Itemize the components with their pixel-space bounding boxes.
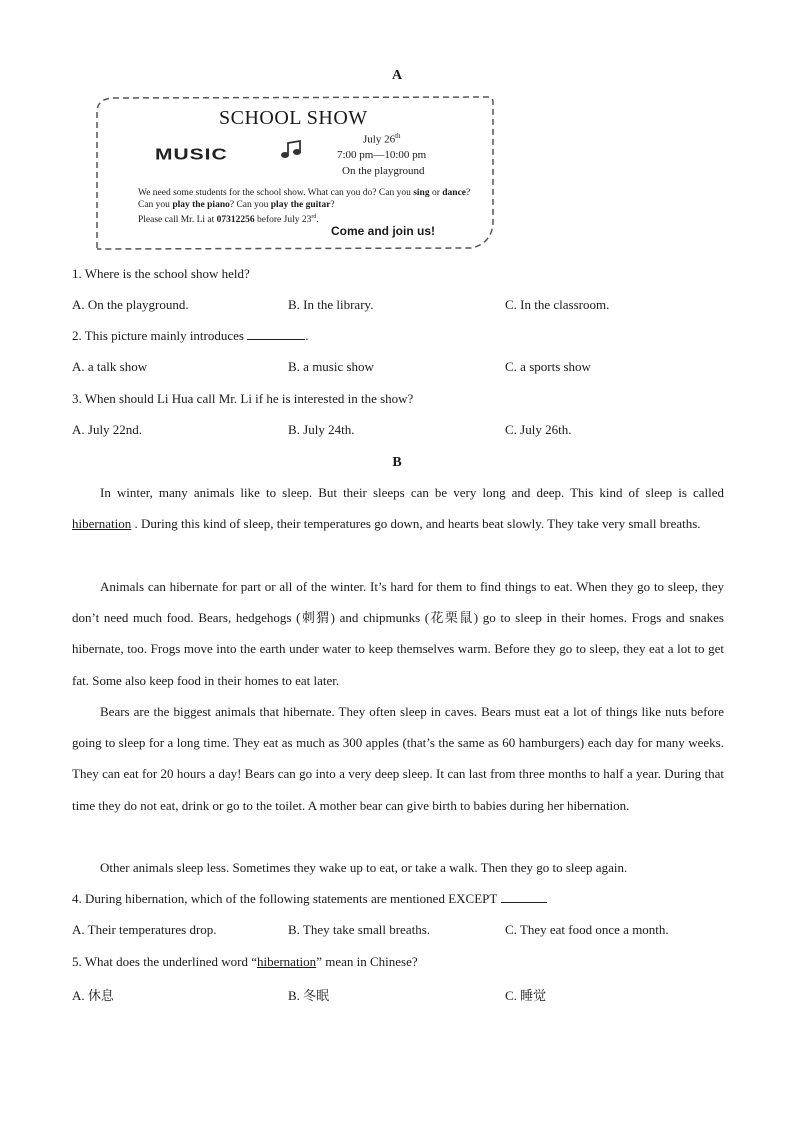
poster-date: July 26th bbox=[363, 132, 401, 146]
question-1-option-b[interactable]: B. In the library. bbox=[288, 297, 374, 312]
passage-paragraph-1: In winter, many animals like to sleep. But their sleeps can be very long and deep. This kind of sleep is called hibernation . During this kind of sleep, their temperatures go down, and hearts beat slowly. They take very small breaths. bbox=[72, 485, 724, 532]
poster-body-text: We need some students for the school show. What can you do? Can you sing or dance? Can you play the piano? Can you play the guitar? Please call Mr. Li at 07312256 before July 23rd. bbox=[138, 188, 471, 226]
poster-place: On the playground bbox=[342, 165, 425, 177]
question-2-option-b[interactable]: B. a music show bbox=[288, 359, 374, 374]
poster-call-to-action: Come and join us! bbox=[331, 224, 436, 238]
question-3-option-b[interactable]: B. July 24th. bbox=[288, 422, 355, 437]
question-1-option-a[interactable]: A. On the playground. bbox=[72, 297, 189, 312]
school-show-poster bbox=[95, 96, 495, 252]
section-b-heading: B bbox=[392, 455, 402, 470]
question-4-stem: 4. During hibernation, which of the following statements are mentioned EXCEPT bbox=[72, 891, 547, 907]
question-5-option-b[interactable]: B. 冬眠 bbox=[288, 988, 330, 1003]
underlined-word: hibernation bbox=[72, 516, 132, 532]
question-2-stem: 2. This picture mainly introduces . bbox=[72, 328, 309, 343]
question-4-option-a[interactable]: A. Their temperatures drop. bbox=[72, 922, 217, 937]
question-2-option-a[interactable]: A. a talk show bbox=[72, 359, 148, 374]
question-4-option-c[interactable]: C. They eat food once a month. bbox=[505, 922, 669, 937]
question-2-option-c[interactable]: C. a sports show bbox=[505, 359, 591, 374]
question-3-option-a[interactable]: A. July 22nd. bbox=[72, 422, 143, 437]
music-notes-icon bbox=[279, 140, 303, 160]
answer-blank bbox=[247, 328, 305, 340]
question-1-stem: 1. Where is the school show held? bbox=[72, 266, 250, 281]
music-logo: MUSIC bbox=[155, 146, 228, 164]
question-1-option-c[interactable]: C. In the classroom. bbox=[505, 297, 610, 312]
poster-time: 7:00 pm—10:00 pm bbox=[337, 149, 427, 161]
answer-blank bbox=[501, 891, 547, 903]
passage-paragraph-4: Other animals sleep less. Sometimes they wake up to eat, or take a walk. Then they go to sleep again. bbox=[100, 860, 628, 875]
question-3-stem: 3. When should Li Hua call Mr. Li if he is interested in the show? bbox=[72, 391, 414, 406]
question-5-stem: 5. What does the underlined word “hibernation” mean in Chinese? bbox=[72, 954, 418, 969]
question-4-option-b[interactable]: B. They take small breaths. bbox=[288, 922, 431, 937]
passage-paragraph-2: Animals can hibernate for part or all of the winter. It’s hard for them to find things to eat. When they go to sleep, they don’t need much food. Bears, hedgehogs (刺猬) and chipmunks (花栗鼠) go to sleep in their homes. Frogs and snakes hibernate, too. Frogs move into the earth under water to keep themselves warm. Before they go to sleep, they eat a lot to get fat. Some also keep food in their homes to eat later. bbox=[72, 579, 724, 688]
poster-title: SCHOOL SHOW bbox=[219, 107, 368, 129]
section-a-heading: A bbox=[391, 68, 403, 83]
question-3-option-c[interactable]: C. July 26th. bbox=[505, 422, 572, 437]
question-5-option-a[interactable]: A. 休息 bbox=[72, 988, 114, 1003]
question-5-option-c[interactable]: C. 睡觉 bbox=[505, 988, 547, 1003]
passage-paragraph-3: Bears are the biggest animals that hibernate. They often sleep in caves. Bears must eat a lot of things like nuts before going to sleep for a long time. They eat as much as 300 apples (that’s the same as 60 hamburgers) each day for many weeks. They can eat for 20 hours a day! Bears can go into a very deep sleep. It can last from three months to half a year. During that time they do not eat, drink or go to the toilet. A mother bear can give birth to babies during her hibernation. bbox=[72, 704, 724, 813]
